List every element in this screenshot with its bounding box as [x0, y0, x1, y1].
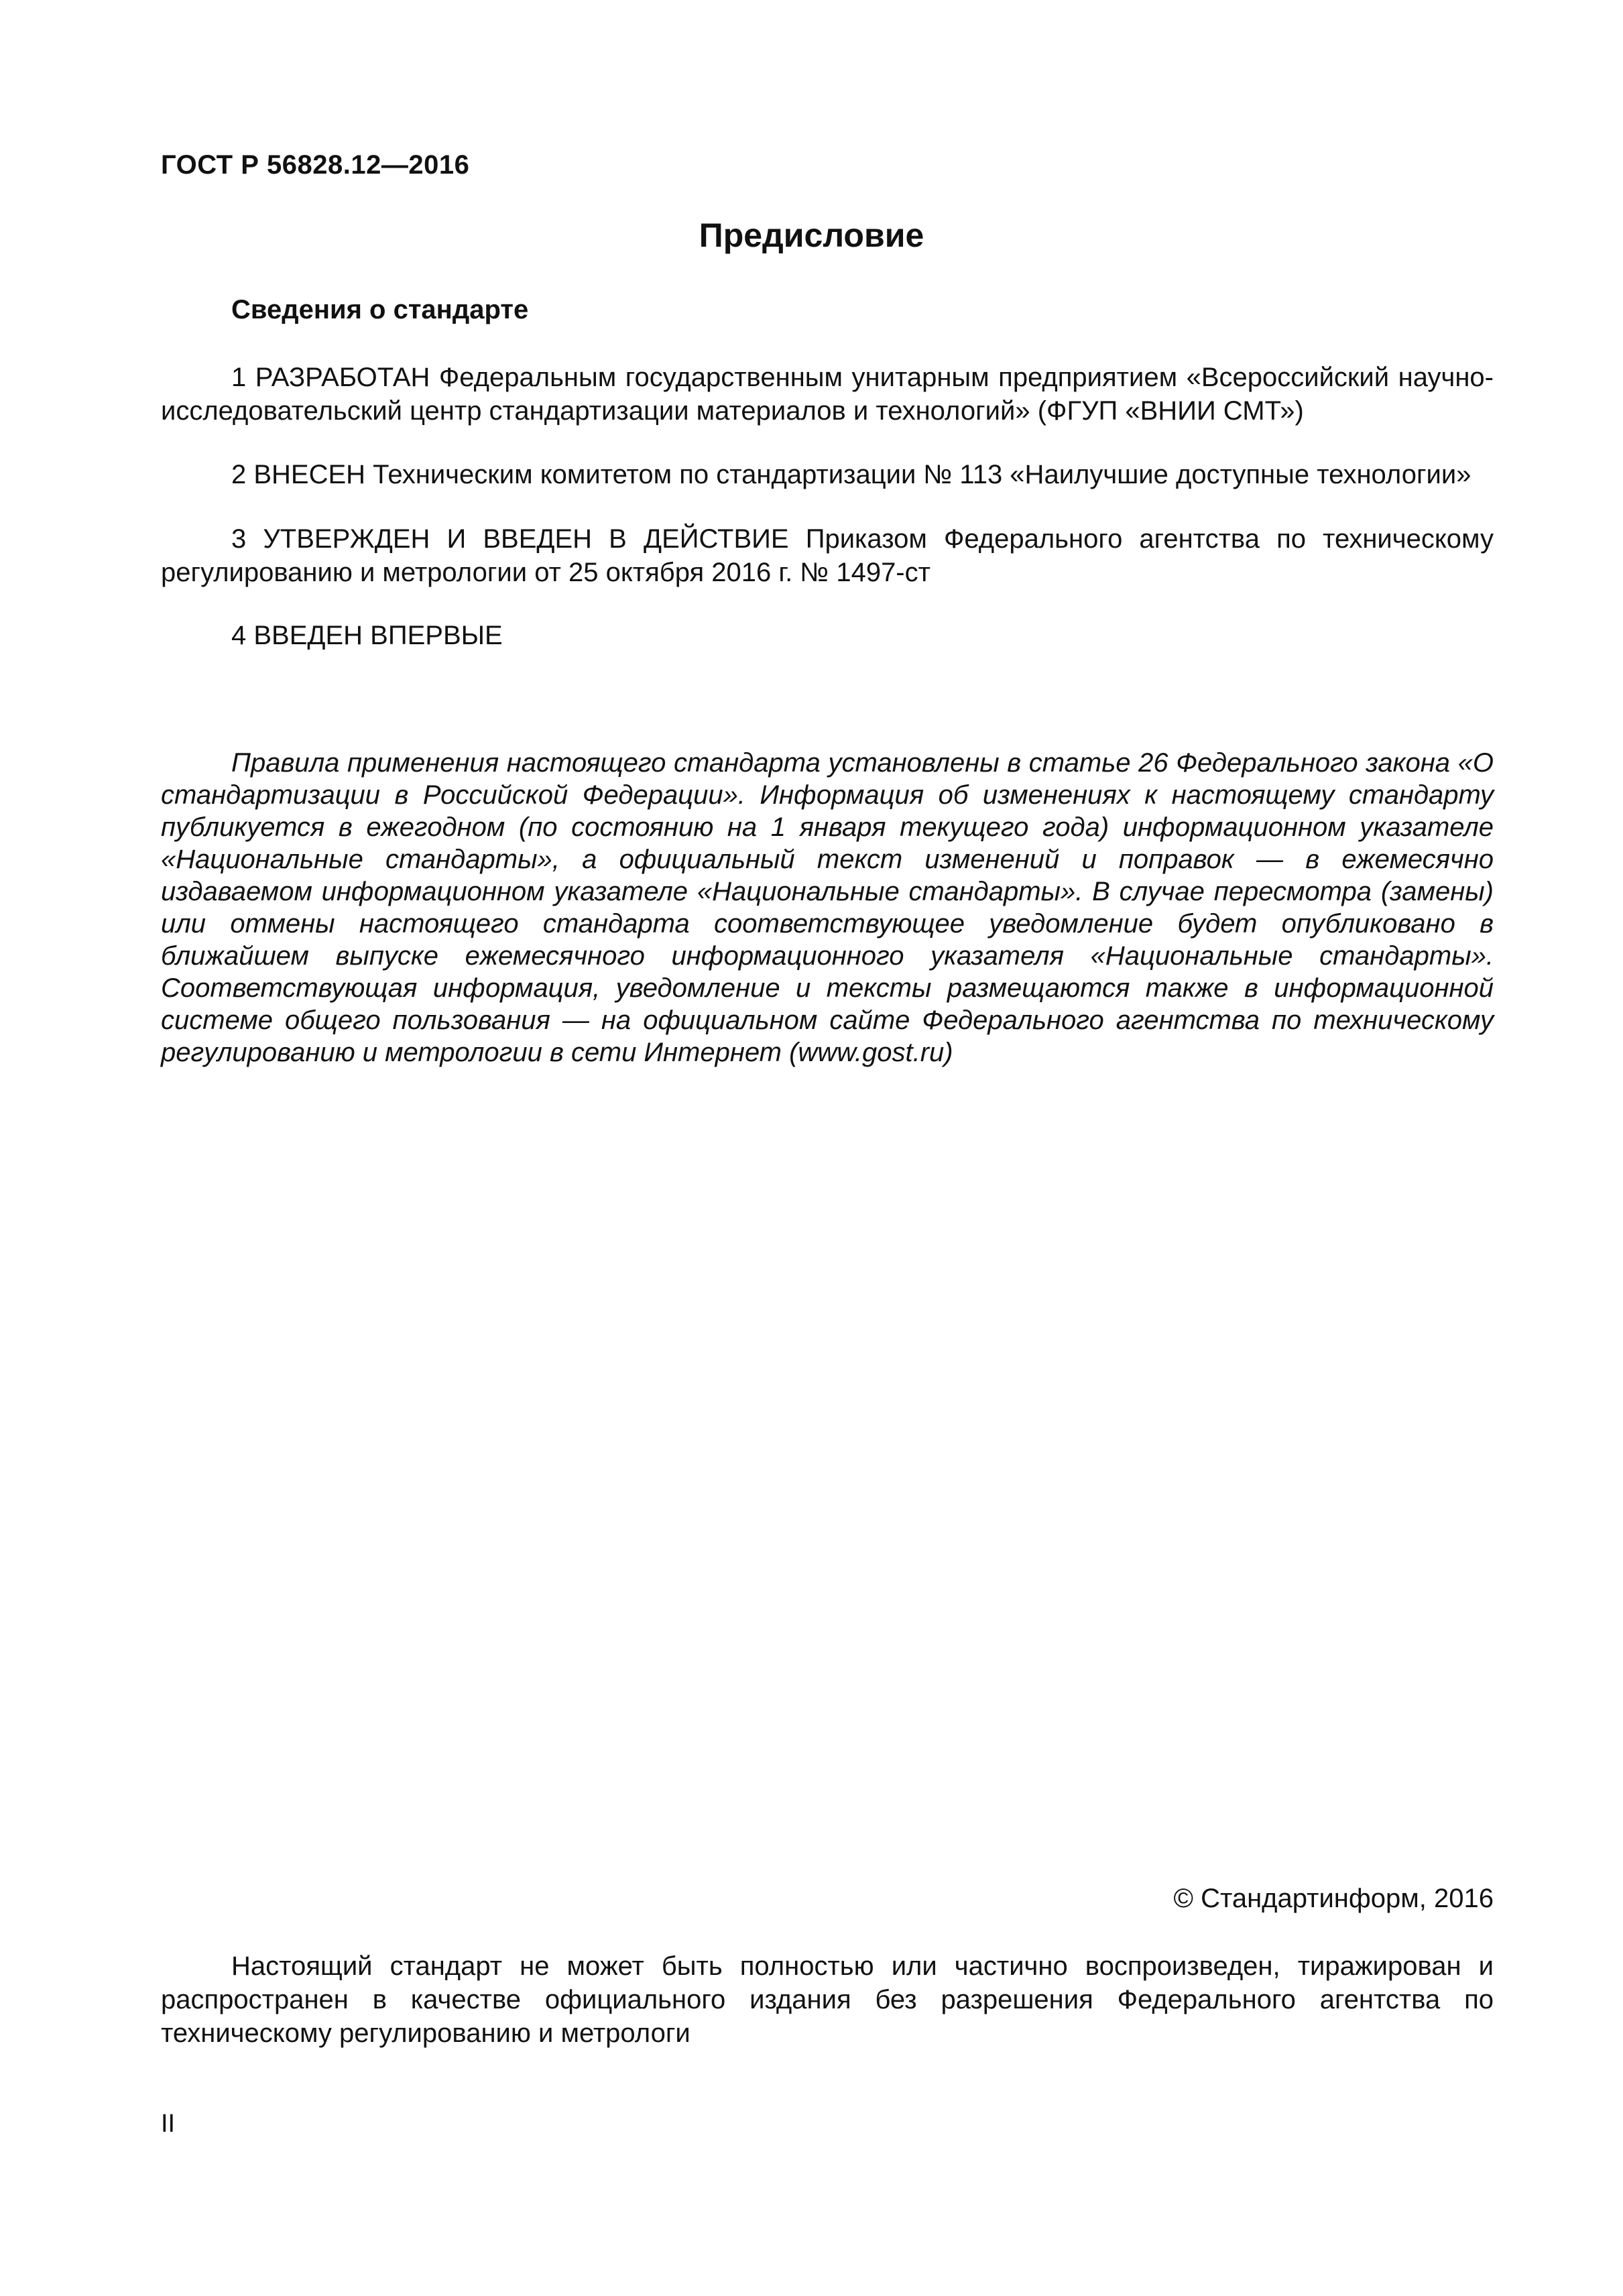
- application-rules-note: Правила применения настоящего стандарта установлены в статье 26 Федерального закона «О стандартизации в Российской Федерации». Информация об изменениях к настоящему стандарту публикуется в ежегодном (по состоянию на 1 января текущего года) информационном указателе «Национальные стандарты», а официальный текст изменений и поправок — в ежемесячно издаваемом информационном указателе «Национальные стандарты». В случае пересмотра (замены) или отмены настоящего стандарта соответствующее уведомление будет опубликовано в ближайшем выпуске ежемесячного информационного указателя «Национальные стандарты». Соответствующая информация, уведомление и тексты размещаются также в информационной системе общего пользования — на официальном сайте Федерального агентства по техническому регулированию и метрологии в сети Интернет (www.gost.ru): [161, 748, 1494, 1067]
- section-subheading: Сведения о стандарте: [231, 295, 529, 324]
- page-number: II: [161, 2110, 176, 2138]
- copyright-notice: © Стандартинформ, 2016: [1173, 1884, 1494, 1913]
- info-item-developer: 1 РАЗРАБОТАН Федеральным государственным унитарным предприятием «Всероссийский научно-исследовательский центр стандартизации материалов и технологий» (ФГУП «ВНИИ СМТ»): [161, 363, 1494, 426]
- standard-code: ГОСТ Р 56828.12—2016: [161, 150, 470, 180]
- info-item-approved: 3 УТВЕРЖДЕН И ВВЕДЕН В ДЕЙСТВИЕ Приказом Федерального агентства по техническому регулированию и метрологии от 25 октября 2016 г. № 1497-ст: [161, 524, 1494, 587]
- reproduction-restriction: Настоящий стандарт не может быть полностью или частично воспроизведен, тиражирован и распространен в качестве официального издания без разрешения Федерального агентства по техническому регулированию и метрологи: [161, 1951, 1494, 2048]
- info-item-introduced: 4 ВВЕДЕН ВПЕРВЫЕ: [231, 621, 503, 650]
- page-title: Предисловие: [699, 217, 924, 254]
- info-item-submitted: 2 ВНЕСЕН Техническим комитетом по стандартизации № 113 «Наилучшие доступные технологии»: [231, 460, 1471, 489]
